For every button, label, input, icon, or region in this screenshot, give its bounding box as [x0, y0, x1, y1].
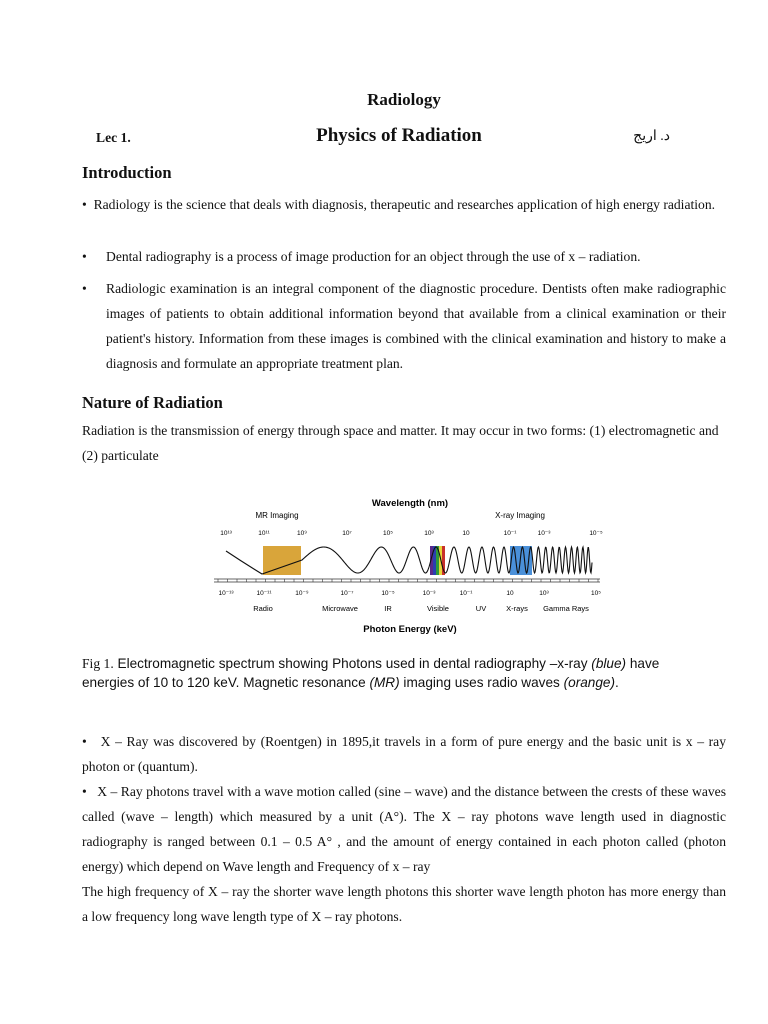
page-title: Radiology	[367, 90, 441, 109]
wavelength-tick-label: 10⁷	[342, 530, 352, 537]
energy-tick-label: 10⁻¹¹	[256, 590, 272, 597]
caption-text-3: imaging uses radio waves	[403, 675, 560, 690]
region-label: Microwave	[322, 604, 358, 613]
bullet: •	[82, 734, 87, 749]
introduction-heading: Introduction	[82, 163, 172, 182]
region-label: Gamma Rays	[543, 604, 589, 613]
wavelength-tick-label: 10	[462, 530, 470, 537]
intro-p2-text: Dental radiography is a process of image production for an object through the use of x – radiation.	[106, 249, 641, 264]
author-name: د. اريج	[633, 129, 670, 144]
wavelength-tick-label: 10¹³	[220, 530, 232, 537]
energy-tick-label: 10⁻⁷	[340, 590, 354, 597]
nature-paragraph: Radiation is the transmission of energy through space and matter. It may occur in two forms: (1) electromagnetic and (2) particulate	[82, 423, 719, 463]
region-label: Radio	[253, 604, 273, 613]
figure-caption	[82, 654, 672, 692]
caption-period: .	[615, 675, 619, 690]
energy-tick-label: 10⁻¹	[459, 590, 473, 597]
wavelength-tick-label: 10⁻³	[537, 530, 551, 537]
lecture-number: Lec 1.	[96, 130, 131, 145]
bullet: •	[82, 197, 87, 212]
bullet: •	[82, 249, 87, 264]
xray-paragraph-3: The high frequency of X – ray the shorter wave length photons this shorter wave length photon has more energy than a low frequency long wave length type of X – ray photons.	[82, 884, 726, 924]
page-subtitle: Physics of Radiation	[316, 125, 482, 146]
caption-text-1: Electromagnetic spectrum showing Photons used in dental radiography –x-ray	[117, 656, 588, 671]
bullet: •	[82, 281, 87, 296]
mr-imaging-label: MR Imaging	[255, 511, 299, 520]
region-label: UV	[475, 604, 487, 613]
energy-tick-label: 10³	[539, 590, 549, 597]
xray-p1-text: X – Ray was discovered by (Roentgen) in 1895,it travels in a form of pure energy and the basic unit is x – ray photon or (quantum).	[82, 734, 726, 774]
caption-blue: (blue)	[591, 656, 627, 671]
region-label: Visible	[427, 604, 449, 613]
bullet: •	[82, 784, 87, 799]
caption-orange: (orange)	[563, 675, 616, 690]
intro-p3-text: Radiologic examination is an integral component of the diagnostic procedure. Dentists often make radiographic images of patients to obtain additional information beyond that available from a clinical examination or their patient's history. Information from these images is combined with the clinical examination and history to make a diagnosis and formulate an appropriate treatment plan.	[106, 281, 726, 371]
energy-tick-label: 10⁻⁹	[295, 590, 309, 597]
nature-heading: Nature of Radiation	[82, 393, 223, 412]
wavelength-tick-label: 10⁹	[296, 530, 308, 537]
em-spectrum-figure	[204, 478, 612, 638]
wavelength-tick-label: 10¹¹	[258, 530, 270, 537]
region-label: IR	[384, 604, 392, 613]
wavelength-tick-label: 10⁵	[383, 530, 393, 537]
wavelength-tick-label: 10⁻¹	[503, 530, 517, 537]
caption-text-2: have energies of 10 to 120 keV. Magnetic resonance	[82, 656, 660, 690]
energy-tick-label: 10	[506, 590, 514, 597]
intro-paragraph-1	[82, 195, 726, 214]
xray-paragraph-1	[82, 729, 726, 779]
mr-imaging-band	[263, 546, 301, 575]
photon-energy-axis-title: Photon Energy (keV)	[363, 624, 457, 635]
energy-tick-label: 10⁻³	[422, 590, 436, 597]
energy-tick-label: 10⁵	[591, 590, 601, 597]
intro-paragraph-3	[82, 276, 726, 376]
xray-p2-text: X – Ray photons travel with a wave motion called (sine – wave) and the distance between the crests of these waves called (wave – length) which measured by a unit (A°). The X – ray photons wave length used in diagnostic radiography is ranged between 0.1 – 0.5 A° , and the amount of energy contained in each photon called (photon energy) which depend on Wave length and Frequency of x – ray	[82, 784, 726, 874]
wavelength-axis-title: Wavelength (nm)	[371, 498, 449, 509]
xray-imaging-label: X-ray Imaging	[495, 511, 545, 520]
region-label: X-rays	[506, 604, 528, 613]
caption-mr: (MR)	[369, 675, 400, 690]
xray-paragraph-2	[82, 779, 726, 879]
intro-p1-text: Radiology is the science that deals with diagnosis, therapeutic and researches application of high energy radiation.	[93, 197, 716, 212]
wavelength-tick-label: 10³	[424, 530, 434, 537]
energy-tick-label: 10⁻¹³	[218, 590, 234, 597]
intro-paragraph-2	[82, 244, 726, 269]
energy-tick-label: 10⁻⁵	[381, 590, 395, 597]
wavelength-tick-label: 10⁻⁵	[589, 530, 603, 537]
figure-number: Fig 1.	[82, 656, 114, 671]
